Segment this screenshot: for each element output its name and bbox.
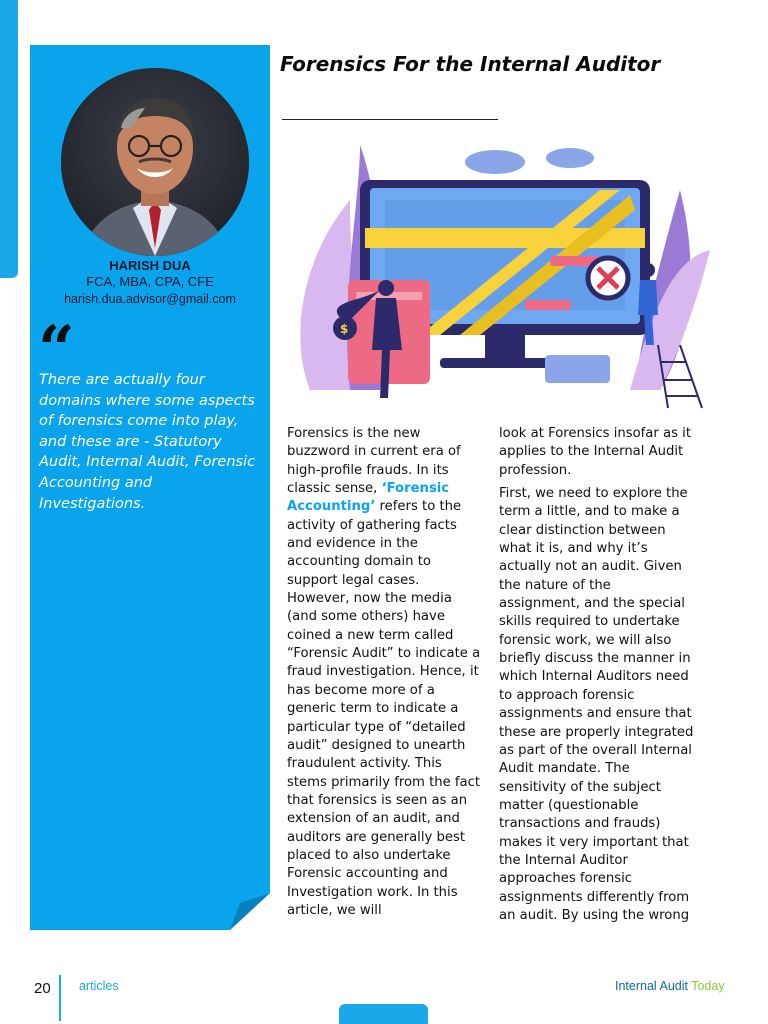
top-edge-tab	[0, 0, 18, 278]
article-column-1	[287, 425, 483, 920]
section-label: articles	[79, 979, 119, 993]
pull-quote: There are actually four domains where some aspects of forensics come into play, and these are - Statutory Audit, Internal Audit, Forensic Accounting and Investigations.	[39, 372, 256, 512]
highlight-term: ‘Forensic Accounting’	[287, 481, 450, 515]
svg-text:$: $	[340, 322, 349, 336]
quote-mark-icon: “	[38, 312, 75, 387]
article-title: Forensics For the Internal Auditor	[280, 52, 661, 76]
brand-accent: Today	[691, 979, 725, 993]
column-1-text-end: refers to the activity of gathering facts and evidence in the accounting domain to support legal cases. However, now the media (and some others) have coined a new term called “Forensic Audit” to indicate a fraud investigation. Hence, it has become more of a generic term to indicate a particular type of “detailed audit” designed to unearth fraudulent activity. This stems primarily from the fact that forensics is seen as an extension of an audit, and auditors are generally best placed to also undertake Forensic accounting and Investigation work. In this article, we will	[287, 499, 481, 918]
page-fold-corner	[230, 893, 270, 930]
brand-main: Internal Audit	[615, 979, 692, 993]
title-underline	[282, 119, 498, 120]
footer-divider	[59, 975, 61, 1021]
article-column-2	[499, 425, 695, 925]
publication-brand	[615, 979, 725, 993]
author-name: HARISH DUA	[109, 258, 191, 273]
column-2-paragraph-2: First, we need to explore the term a little, and to make a clear distinction between what it is, and why it’s actually not an audit. Given the nature of the assignment, and the special skills required to undertake forensic work, we will also briefly discuss the manner in which Internal Auditors need to approach forensic assignments and ensure that these are properly integrated as part of the overall Internal Audit mandate. The sensitivity of the subject matter (questionable transactions and frauds) makes it very important that the Internal Auditor approaches forensic assignments differently from an audit. By using the wrong	[499, 486, 694, 923]
bottom-edge-tab	[339, 1004, 428, 1024]
forensic-investigation-illustration	[290, 140, 730, 410]
page-number: 20	[34, 980, 51, 997]
column-1-text-start: Forensics is the new buzzword in current era of high-profile frauds. In its classic sense,	[287, 426, 461, 497]
column-2-paragraph-1: look at Forensics insofar as it applies to the Internal Audit profession.	[499, 426, 691, 478]
author-credentials: FCA, MBA, CPA, CFE	[86, 274, 214, 289]
author-photo	[61, 68, 249, 256]
author-email[interactable]: harish.dua.advisor@gmail.com	[64, 292, 236, 306]
